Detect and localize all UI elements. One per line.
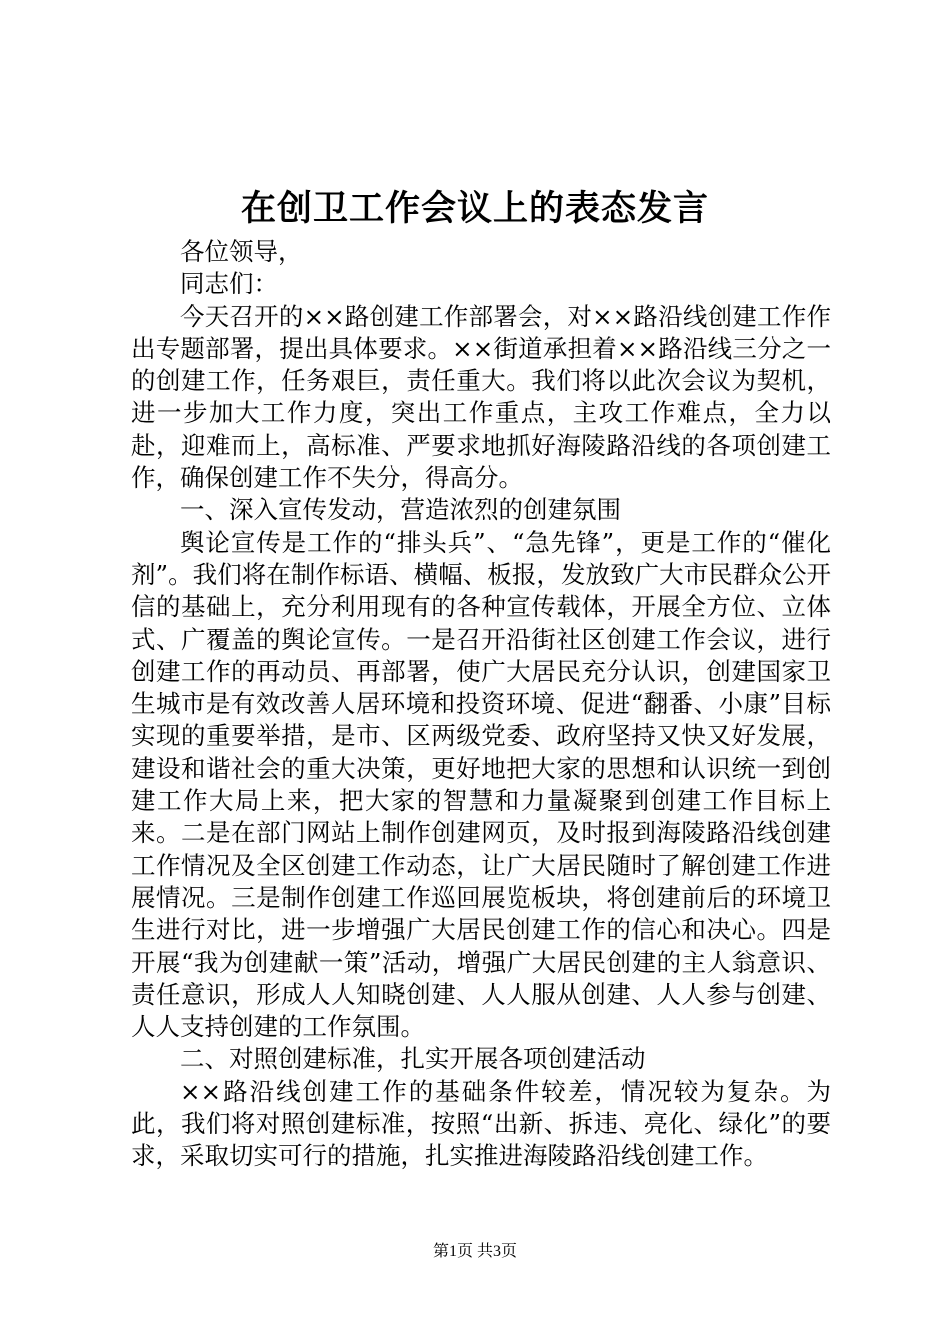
salutation-comrades: 同志们：	[180, 269, 278, 299]
page-footer: 第1页 共3页	[432, 1243, 517, 1260]
section-heading-2: 二、对照创建标准，扎实开展各项创建活动	[180, 1044, 646, 1074]
salutation-leaders: 各位领导，	[180, 237, 303, 266]
document-title: 在创卫工作会议上的表态发言	[240, 188, 709, 229]
section-2-paragraph: ××路沿线创建工作的基础条件较差，情况较为复杂。为此，我们将对照创建标准，按照“出新、拆违、亮化、绿化”的要求，采取切实可行的措施，扎实推进海陵路沿线创建工作。	[131, 1076, 831, 1171]
intro-paragraph: 今天召开的××路创建工作部署会，对××路沿线创建工作作出专题部署，提出具体要求。××街道承担着××路沿线三分之一的创建工作，任务艰巨，责任重大。我们将以此次会议为契机，进一步加大工作力度，突出工作重点，主攻工作难点，全力以赴，迎难而上，高标准、严要求地抓好海陵路沿线的各项创建工作，确保创建工作不失分，得高分。	[131, 301, 831, 493]
document-body	[131, 236, 831, 1173]
section-heading-1: 一、深入宣传发动，营造浓烈的创建氛围	[180, 495, 621, 525]
section-1-paragraph: 舆论宣传是工作的“排头兵”、“急先锋”，更是工作的“催化剂”。我们将在制作标语、横幅、板报，发放致广大市民群众公开信的基础上，充分利用现有的各种宣传载体，开展全方位、立体式、广覆盖的舆论宣传。一是召开沿街社区创建工作会议，进行创建工作的再动员、再部署，使广大居民充分认识，创建国家卫生城市是有效改善人居环境和投资环境、促进“翻番、小康”目标实现的重要举措，是市、区两级党委、政府坚持又快又好发展，建设和谐社会的重大决策，更好地把大家的思想和认识统一到创建工作大局上来，把大家的智慧和力量凝聚到创建工作目标上来。二是在部门网站上制作创建网页，及时报到海陵路沿线创建工作情况及全区创建工作动态，让广大居民随时了解创建工作进展情况。三是制作创建工作巡回展览板块，将创建前后的环境卫生进行对比，进一步增强广大居民创建工作的信心和决心。四是开展“我为创建献一策”活动，增强广大居民创建的主人翁意识、责任意识，形成人人知晓创建、人人服从创建、人人参与创建、人人支持创建的工作氛围。	[131, 527, 831, 1042]
